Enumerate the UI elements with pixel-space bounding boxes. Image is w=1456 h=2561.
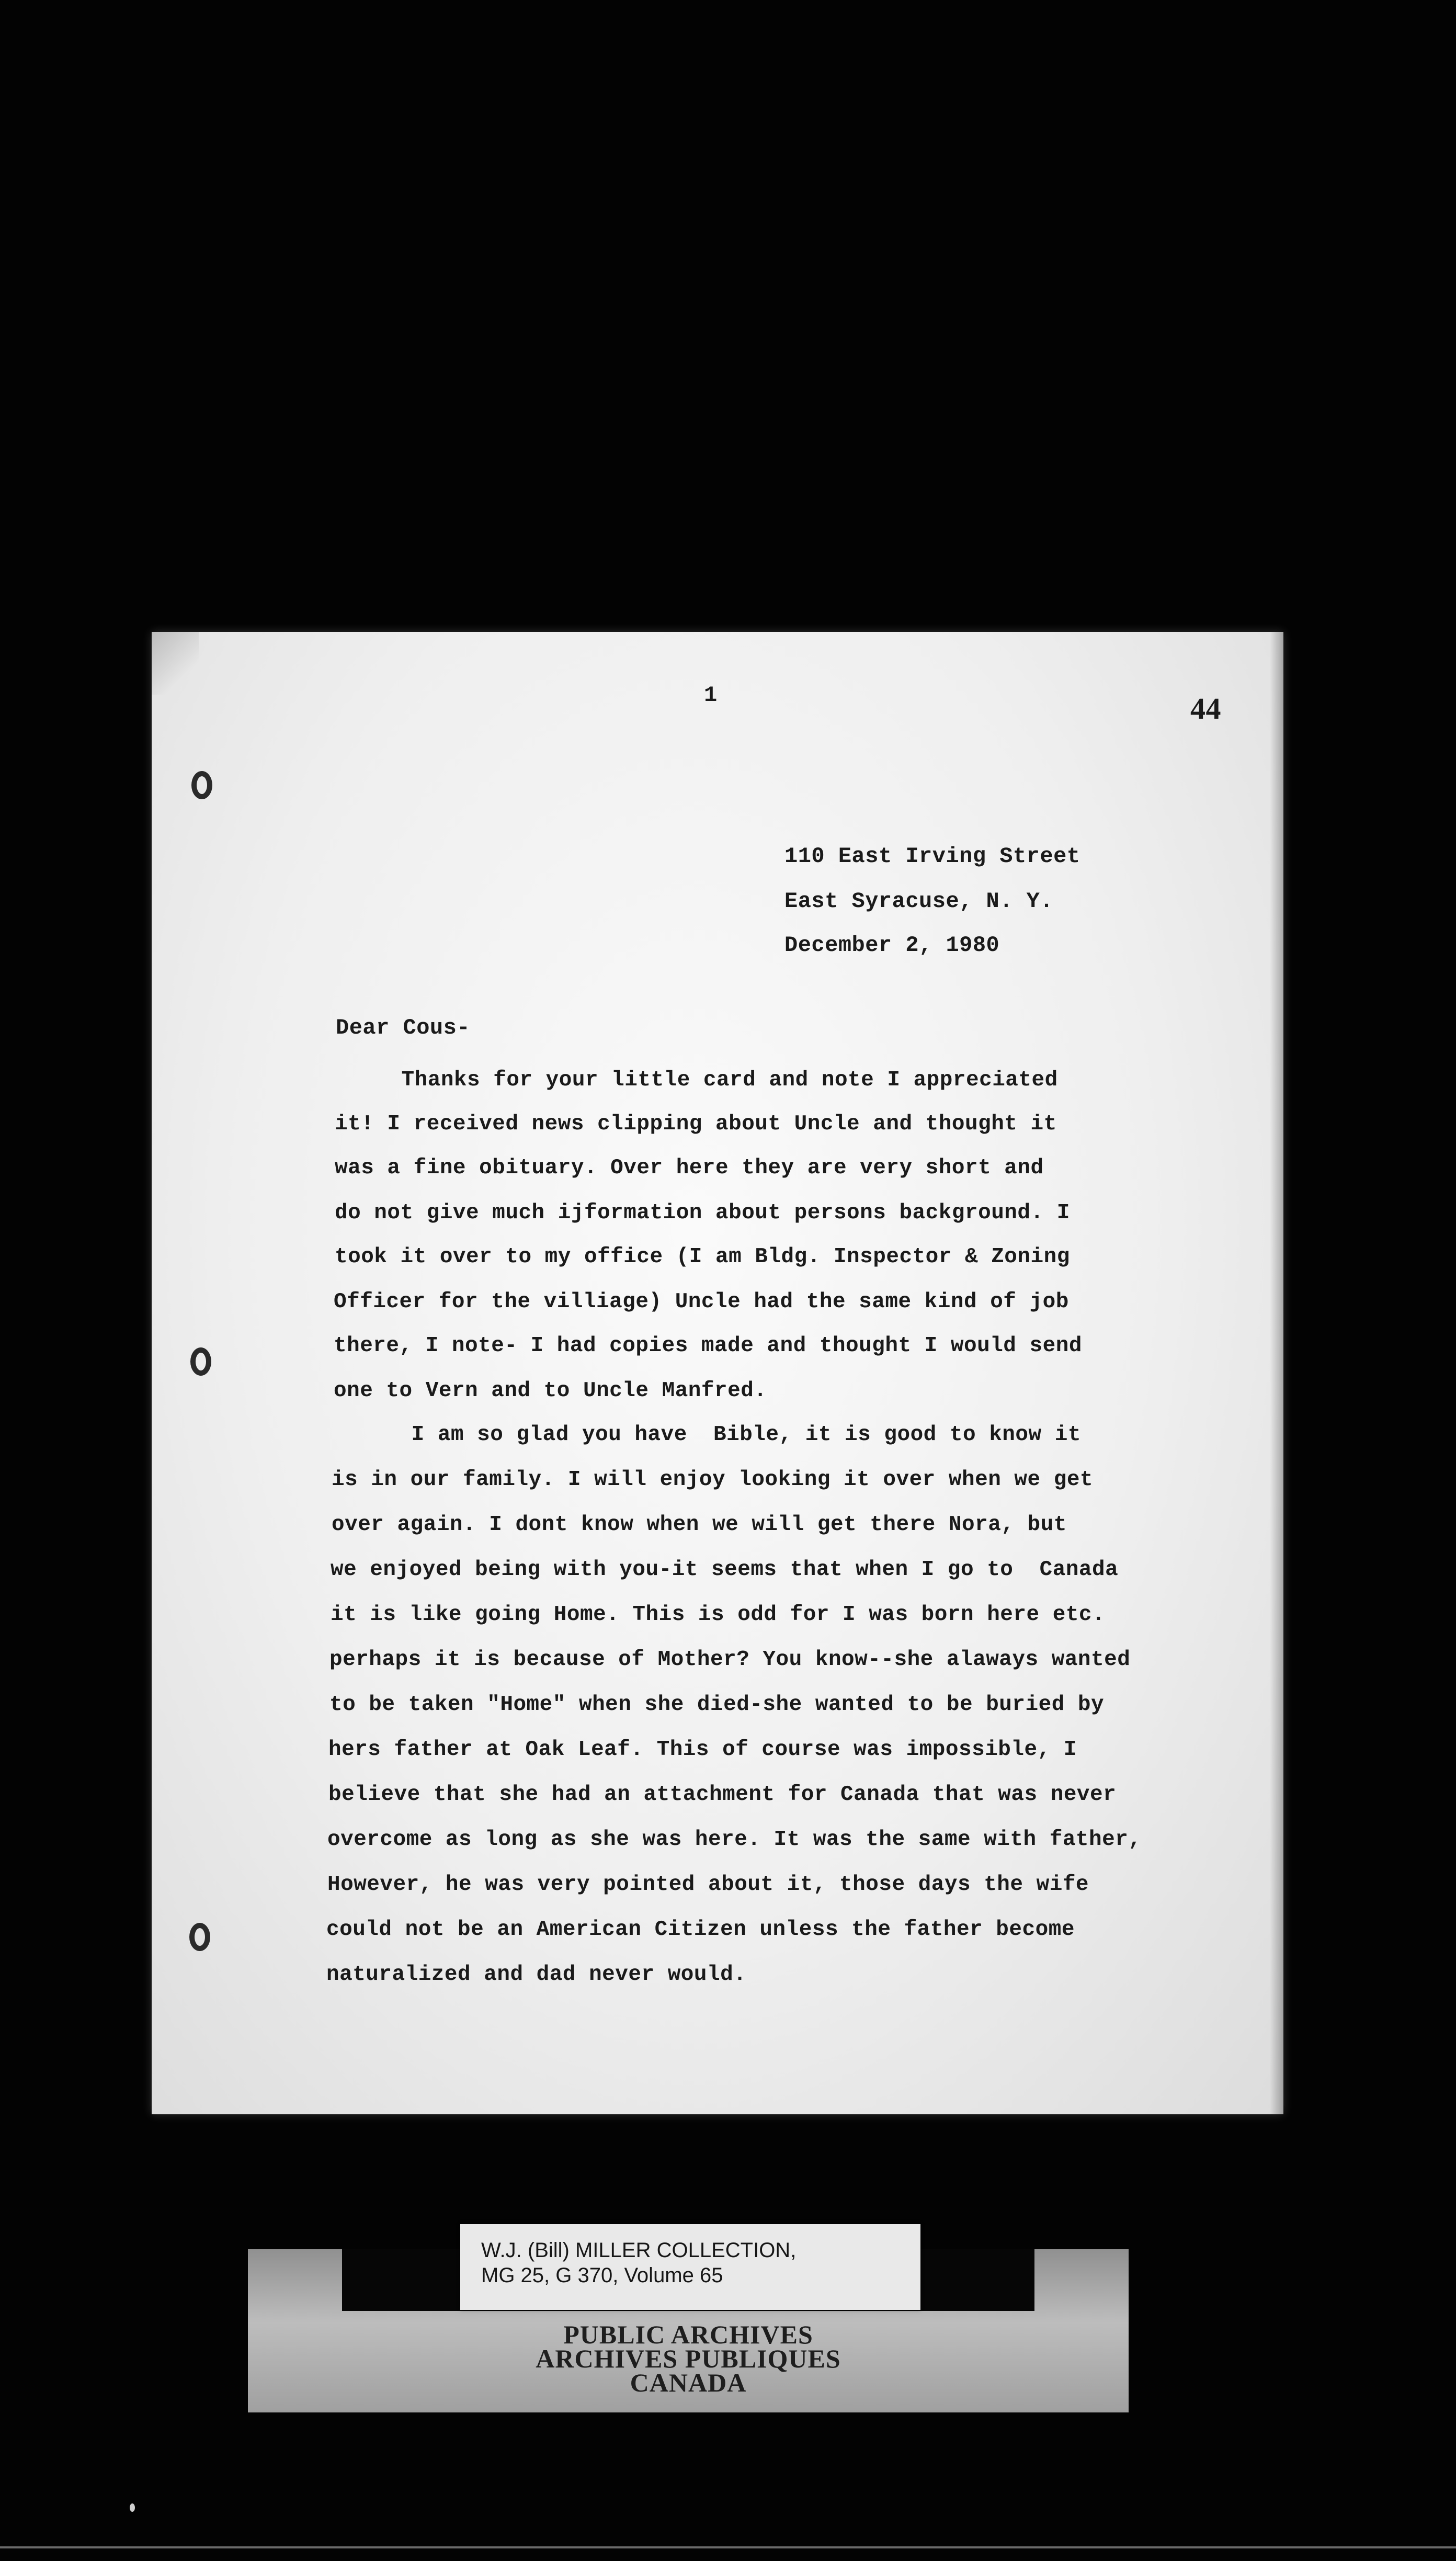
body-line: took it over to my office (I am Bldg. Inspector & Zoning	[335, 1245, 1070, 1269]
body-line: However, he was very pointed about it, those days the wife	[327, 1873, 1089, 1897]
letter-page	[152, 632, 1283, 2114]
collection-label	[460, 2224, 920, 2310]
public-archives-stamp	[248, 2322, 1129, 2395]
address-city: East Syracuse, N. Y.	[784, 889, 1054, 914]
film-speck	[130, 2503, 135, 2512]
letter-date: December 2, 1980	[784, 933, 1000, 958]
body-line: hers father at Oak Leaf. This of course was impossible, I	[328, 1738, 1077, 1762]
body-line: there, I note- I had copies made and thought I would send	[334, 1334, 1082, 1358]
stamp-line-french: ARCHIVES PUBLIQUES	[536, 2344, 841, 2373]
body-line: over again. I dont know when we will get there Nora, but	[332, 1513, 1067, 1537]
body-line: it is like going Home. This is odd for I was born here etc.	[331, 1603, 1106, 1627]
address-street: 110 East Irving Street	[784, 844, 1080, 869]
punch-hole-top	[191, 771, 212, 799]
body-line: I am so glad you have Bible, it is good to know it	[333, 1423, 1081, 1447]
body-line: Officer for the villiage) Uncle had the same kind of job	[334, 1290, 1069, 1314]
punch-hole-bottom	[189, 1923, 210, 1951]
body-line: is in our family. I will enjoy looking it over when we get	[332, 1468, 1094, 1492]
body-line: could not be an American Citizen unless the father become	[326, 1918, 1075, 1942]
body-line: it! I received news clipping about Uncle and thought it	[335, 1112, 1057, 1136]
body-line: we enjoyed being with you-it seems that when I go to Canada	[331, 1558, 1119, 1582]
page-number: 1	[704, 683, 718, 708]
collection-reference: MG 25, G 370, Volume 65	[481, 2264, 723, 2287]
body-line: Thanks for your little card and note I appreciated	[336, 1068, 1058, 1092]
collection-name: W.J. (Bill) MILLER COLLECTION,	[481, 2239, 797, 2262]
body-line: naturalized and dad never would.	[326, 1963, 747, 1987]
body-line: overcome as long as she was here. It was the same with father,	[327, 1828, 1142, 1852]
film-edge-line	[0, 2546, 1456, 2548]
body-line: to be taken "Home" when she died-she wanted to be buried by	[329, 1693, 1105, 1717]
body-line: one to Vern and to Uncle Manfred.	[334, 1379, 767, 1403]
stamp-line-country: CANADA	[630, 2368, 747, 2397]
punch-hole-middle	[190, 1347, 211, 1376]
folio-number: 44	[1190, 692, 1221, 726]
body-line: perhaps it is because of Mother? You know--she alaways wanted	[329, 1648, 1131, 1672]
body-line: do not give much ijformation about persons background. I	[335, 1201, 1070, 1225]
body-line: was a fine obituary. Over here they are very short and	[335, 1156, 1044, 1180]
salutation: Dear Cous-	[336, 1015, 471, 1040]
body-line: believe that she had an attachment for Canada that was never	[328, 1783, 1117, 1807]
stamp-line-english: PUBLIC ARCHIVES	[563, 2320, 813, 2349]
